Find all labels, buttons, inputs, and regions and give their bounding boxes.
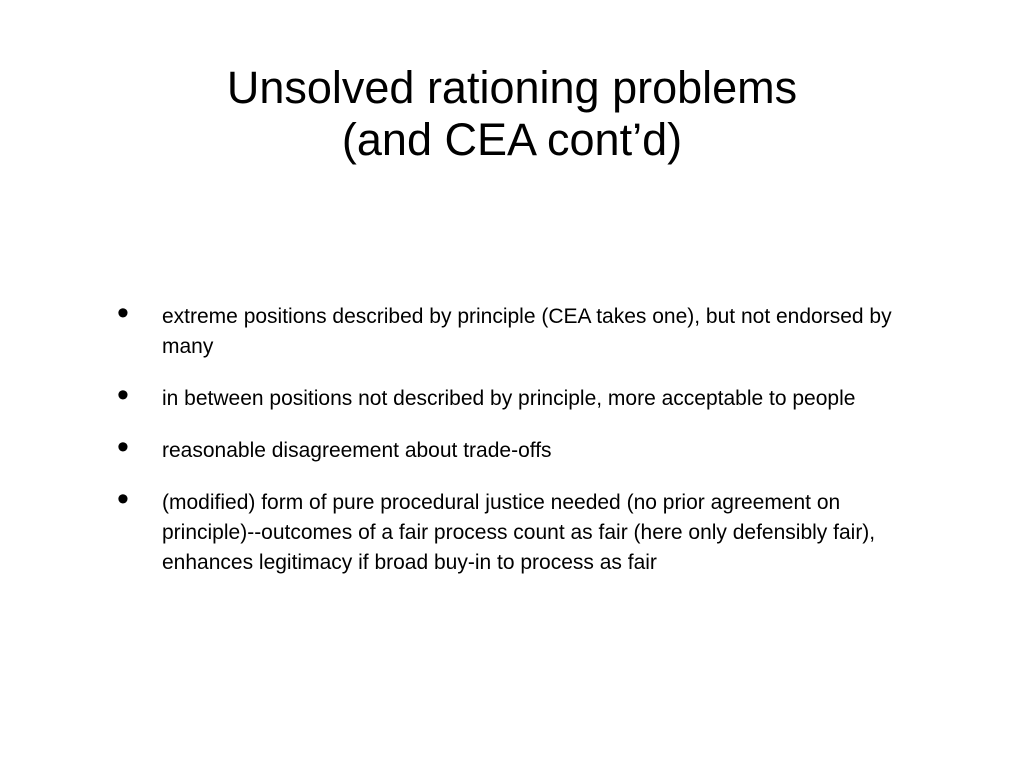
bullet-icon: • [117,480,129,518]
slide-title-line-1: Unsolved rationing problems [226,62,798,113]
bullet-text: in between positions not described by principle, more acceptable to people [162,387,856,410]
bullet-item [0,480,1024,578]
slide-title [0,62,1024,166]
bullet-icon: • [117,428,129,466]
bullet-icon: • [117,294,129,332]
slide-title-line-2: (and CEA cont’d) [341,114,683,165]
bullet-text: (modified) form of pure procedural justice needed (no prior agreement on principle)--outcomes of a fair process count as fair (here only defensibly fair), enhances legitimacy if broad buy-in to process as fair [162,491,876,574]
bullet-text: extreme positions described by principle (CEA takes one), but not endorsed by many [162,305,892,358]
bullet-item [0,376,1024,414]
bullet-text: reasonable disagreement about trade-offs [162,439,552,462]
bullet-icon: • [117,376,129,414]
bullet-item [0,294,1024,362]
bullet-list [0,294,1024,600]
bullet-item [0,428,1024,466]
